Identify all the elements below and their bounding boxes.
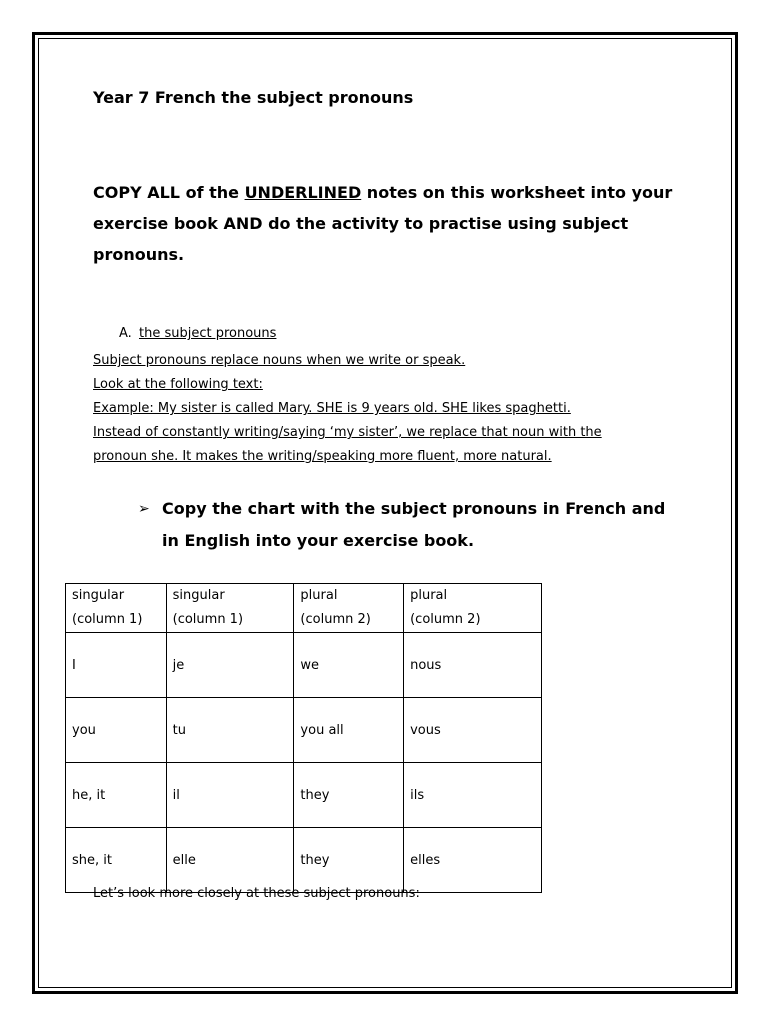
table-row xyxy=(66,698,542,763)
table-cell: il xyxy=(166,763,294,828)
table-cell: he, it xyxy=(66,763,167,828)
section-a-marker: A. xyxy=(119,326,132,341)
section-a-notes xyxy=(93,349,693,469)
table-row xyxy=(66,828,542,893)
table-cell: nous xyxy=(404,633,542,698)
table-cell: you all xyxy=(294,698,404,763)
table-cell: ils xyxy=(404,763,542,828)
table-row xyxy=(66,633,542,698)
note-line: Instead of constantly writing/saying ‘my sister’, we replace that noun with the xyxy=(93,425,602,440)
bullet-line-2: in English into your exercise book. xyxy=(162,531,475,550)
table-header-cell: singular (column 1) xyxy=(66,584,167,633)
table-cell: they xyxy=(294,828,404,893)
pronouns-table xyxy=(65,583,542,893)
page-title: Year 7 French the subject pronouns xyxy=(93,88,414,107)
table-header-cell: plural (column 2) xyxy=(404,584,542,633)
table-cell: you xyxy=(66,698,167,763)
table-header-row xyxy=(66,584,542,633)
instructions-part1: COPY ALL of the xyxy=(93,183,245,202)
table-cell: they xyxy=(294,763,404,828)
table-cell: she, it xyxy=(66,828,167,893)
table-row xyxy=(66,763,542,828)
closing-note: Let’s look more closely at these subject pronouns: xyxy=(93,886,420,901)
instructions xyxy=(93,177,693,270)
note-line: Look at the following text: xyxy=(93,377,263,392)
table-header-cell: plural (column 2) xyxy=(294,584,404,633)
table-cell: tu xyxy=(166,698,294,763)
copy-chart-instruction xyxy=(138,493,698,557)
arrow-bullet-icon: ➢ xyxy=(138,501,150,517)
table-cell: je xyxy=(166,633,294,698)
bullet-line-1: Copy the chart with the subject pronouns in French and xyxy=(162,499,666,518)
note-line: Example: My sister is called Mary. SHE is 9 years old. SHE likes spaghetti. xyxy=(93,401,571,416)
table-cell: elle xyxy=(166,828,294,893)
table-cell: vous xyxy=(404,698,542,763)
note-line: pronoun she. It makes the writing/speaking more fluent, more natural. xyxy=(93,449,552,464)
table-header-cell: singular (column 1) xyxy=(166,584,294,633)
table-cell: elles xyxy=(404,828,542,893)
instructions-underlined-word: UNDERLINED xyxy=(244,183,362,202)
table-cell: we xyxy=(294,633,404,698)
section-a-title: the subject pronouns xyxy=(139,326,277,341)
table-cell: I xyxy=(66,633,167,698)
section-a-heading xyxy=(119,326,276,341)
note-line: Subject pronouns replace nouns when we write or speak. xyxy=(93,353,466,368)
instructions-part2: notes on this worksheet into your exercise book AND do the activity to practise using subject pronouns. xyxy=(93,183,673,264)
